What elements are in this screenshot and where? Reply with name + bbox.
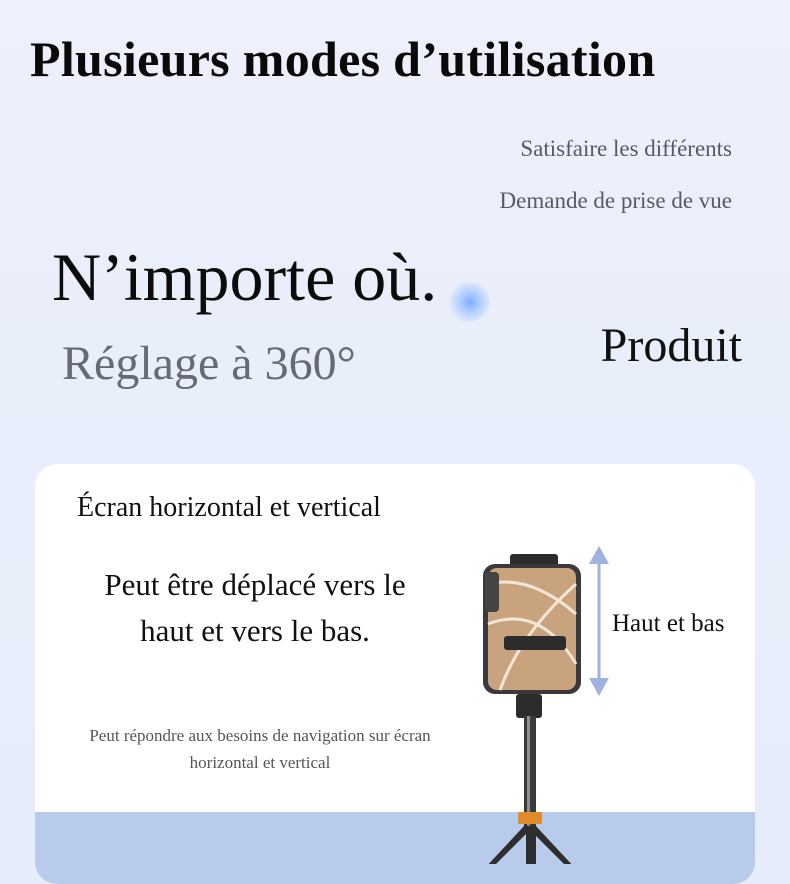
- rotation-text: Réglage à 360°: [62, 337, 356, 390]
- card-bottom-band: [35, 812, 755, 884]
- card-main-line-1: Peut être déplacé vers le: [104, 567, 406, 602]
- up-down-arrow-icon: [587, 546, 611, 696]
- card-small-line-1: Peut répondre aux besoins de navigation sur écran: [89, 726, 431, 745]
- card-heading: Écran horizontal et vertical: [77, 492, 381, 523]
- tripod-leg-center: [526, 826, 536, 864]
- arrow-label: Haut et bas: [612, 610, 725, 637]
- glow-dot-decoration: [446, 282, 490, 322]
- tripod-leg-right: [530, 824, 590, 864]
- subtitle-line-1: Satisfaire les différents: [520, 136, 732, 161]
- clamp-base: [516, 694, 542, 718]
- clamp-center: [504, 636, 566, 650]
- card-main-line-2: haut et vers le bas.: [140, 613, 370, 648]
- product-label: Produit: [600, 319, 742, 372]
- subtitle-line-2: Demande de prise de vue: [499, 188, 732, 213]
- tripod-leg-left: [470, 824, 530, 864]
- card-main-text: [55, 562, 455, 654]
- headline: N’importe où.: [52, 239, 438, 315]
- page-title: Plusieurs modes d’utilisation: [30, 31, 656, 87]
- tripod-collar: [518, 812, 542, 824]
- tripod-stand-illustration: [430, 544, 610, 864]
- phone-camera: [485, 572, 499, 612]
- feature-card: [35, 464, 755, 884]
- card-small-line-2: horizontal et vertical: [189, 753, 331, 772]
- card-small-text: [45, 722, 475, 776]
